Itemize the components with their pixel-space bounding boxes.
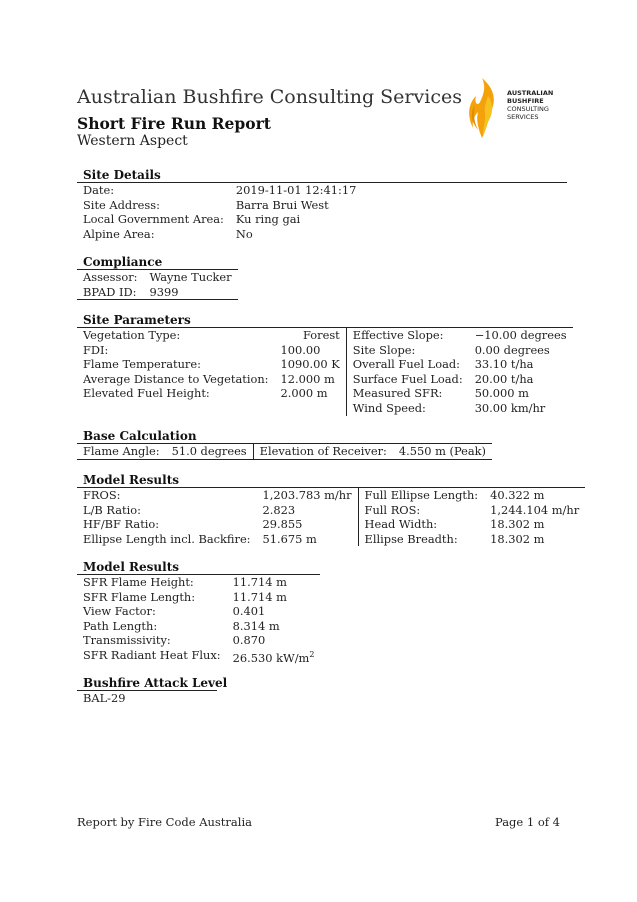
table-row (77, 691, 217, 706)
param-value: 4.550 m (Peak) (398, 444, 487, 458)
param-label: Flame Angle: (83, 444, 160, 458)
flame-results-section (77, 560, 320, 665)
result-value: 11.714 m (232, 575, 287, 589)
param-value: −10.00 degrees (474, 328, 567, 342)
page-number: Page 1 of 4 (494, 815, 560, 829)
result-label: Transmissivity: (83, 633, 171, 648)
param-label: Measured SFR: (346, 386, 468, 401)
flame-results-table (77, 574, 320, 665)
row-label: Local Government Area: (83, 212, 224, 227)
param-value: 33.10 t/ha (474, 357, 534, 372)
site-parameters-section (77, 313, 573, 416)
table-row (77, 648, 320, 665)
table-row (77, 212, 567, 227)
table-row (77, 227, 567, 242)
result-label: HF/BF Ratio: (83, 517, 160, 532)
section-title: Site Parameters (83, 313, 191, 327)
table-row (77, 386, 573, 401)
section-title: Site Details (83, 168, 161, 182)
param-value: 1090.00 K (280, 357, 340, 372)
bal-table (77, 690, 217, 706)
row-label: Date: (83, 183, 115, 197)
compliance-section (77, 255, 238, 300)
table-row (77, 285, 238, 300)
result-value: 11.714 m (232, 589, 287, 604)
table-row (77, 372, 573, 387)
row-value: No (235, 226, 253, 241)
base-calculation-table (77, 443, 492, 460)
param-value: 51.0 degrees (171, 444, 247, 458)
section-title: Bushfire Attack Level (83, 676, 228, 690)
result-label: View Factor: (83, 604, 156, 619)
param-label: Average Distance to Vegetation: (83, 371, 269, 386)
result-label: Path Length: (83, 618, 158, 633)
param-label: Flame Temperature: (83, 357, 201, 372)
param-value: 2.000 m (280, 386, 328, 401)
param-value: 100.00 (280, 342, 321, 357)
result-value: 18.302 m (490, 531, 545, 546)
table-row (77, 590, 320, 605)
section-title: Model Results (83, 473, 179, 487)
result-value: 29.855 (262, 517, 303, 532)
table-row (77, 444, 492, 460)
result-label: Ellipse Length incl. Backfire: (83, 531, 251, 546)
result-value: 0.401 (232, 604, 266, 619)
result-value: 40.322 m (490, 488, 545, 502)
param-value (275, 401, 347, 416)
model-results-table (77, 487, 585, 546)
param-value: 50.000 m (474, 386, 529, 401)
footer-credit: Report by Fire Code Australia (77, 815, 252, 829)
param-value: 30.00 km/hr (474, 400, 546, 415)
param-value: 20.00 t/ha (474, 371, 534, 386)
param-value: 12.000 m (280, 371, 335, 386)
result-label: FROS: (83, 488, 121, 502)
site-details-table (77, 182, 567, 241)
param-value: Forest (303, 328, 340, 342)
param-value: 0.00 degrees (474, 342, 550, 357)
result-label: Head Width: (358, 517, 484, 532)
result-label: SFR Flame Length: (83, 589, 196, 604)
logo-wordmark: AUSTRALIAN BUSHFIRE CONSULTING SERVICES (507, 89, 554, 121)
result-value: 0.870 (232, 633, 266, 648)
row-value: Barra Brui West (235, 197, 329, 212)
compliance-table (77, 269, 238, 300)
result-value: 1,203.783 m/hr (262, 488, 352, 502)
bal-value: BAL-29 (83, 691, 126, 705)
table-row (77, 328, 573, 343)
result-label: SFR Flame Height: (83, 575, 194, 589)
section-title: Model Results (83, 560, 179, 574)
base-calculation-section (77, 429, 492, 460)
row-value: 2019-11-01 12:41:17 (235, 183, 357, 197)
result-label: L/B Ratio: (83, 502, 141, 517)
row-value: Wayne Tucker (149, 270, 232, 284)
site-details-section (77, 168, 567, 241)
param-label: Surface Fuel Load: (346, 372, 468, 387)
result-label: Ellipse Breadth: (358, 532, 484, 547)
model-results-section (77, 473, 585, 546)
row-label: Alpine Area: (83, 226, 155, 241)
row-value: 9399 (149, 284, 179, 299)
table-row (77, 532, 585, 547)
report-title: Short Fire Run Report (77, 114, 271, 133)
param-label: FDI: (83, 342, 109, 357)
report-aspect: Western Aspect (77, 133, 188, 149)
row-value: Ku ring gai (235, 212, 301, 227)
result-value: 2.823 (262, 502, 296, 517)
result-value: 1,244.104 m/hr (490, 502, 580, 517)
table-row (77, 619, 320, 634)
table-row (77, 488, 585, 503)
section-title: Compliance (83, 255, 163, 269)
param-label: Effective Slope: (346, 328, 468, 343)
result-value: 8.314 m (232, 618, 280, 633)
table-row (77, 633, 320, 648)
table-row (77, 575, 320, 590)
row-label: BPAD ID: (83, 284, 137, 299)
param-label: Vegetation Type: (83, 328, 181, 342)
result-label: SFR Radiant Heat Flux: (83, 647, 221, 662)
param-label: Elevated Fuel Height: (83, 386, 210, 401)
table-row (77, 270, 238, 285)
table-row (77, 343, 573, 358)
table-row (77, 503, 585, 518)
row-label: Site Address: (83, 197, 160, 212)
result-label: Full ROS: (358, 503, 484, 518)
result-value: 51.675 m (262, 531, 317, 546)
param-label: Elevation of Receiver: (253, 444, 393, 460)
table-row (77, 517, 585, 532)
flame-logo-icon (466, 76, 502, 140)
param-label: Site Slope: (346, 343, 468, 358)
param-label (77, 401, 275, 416)
result-label: Full Ellipse Length: (358, 488, 484, 503)
param-label: Wind Speed: (346, 401, 468, 416)
param-label: Overall Fuel Load: (346, 357, 468, 372)
table-row (77, 357, 573, 372)
site-parameters-table (77, 327, 573, 416)
result-value: 18.302 m (490, 517, 545, 532)
result-value: 26.530 $kW/m^2$ (232, 649, 315, 665)
table-row (77, 198, 567, 213)
row-label: Assessor: (83, 270, 138, 284)
table-row (77, 183, 567, 198)
organisation-name: Australian Bushfire Consulting Services (77, 86, 462, 108)
section-title: Base Calculation (83, 429, 197, 443)
table-row (77, 401, 573, 416)
bal-section (77, 676, 227, 706)
table-row (77, 604, 320, 619)
company-logo (466, 76, 576, 140)
